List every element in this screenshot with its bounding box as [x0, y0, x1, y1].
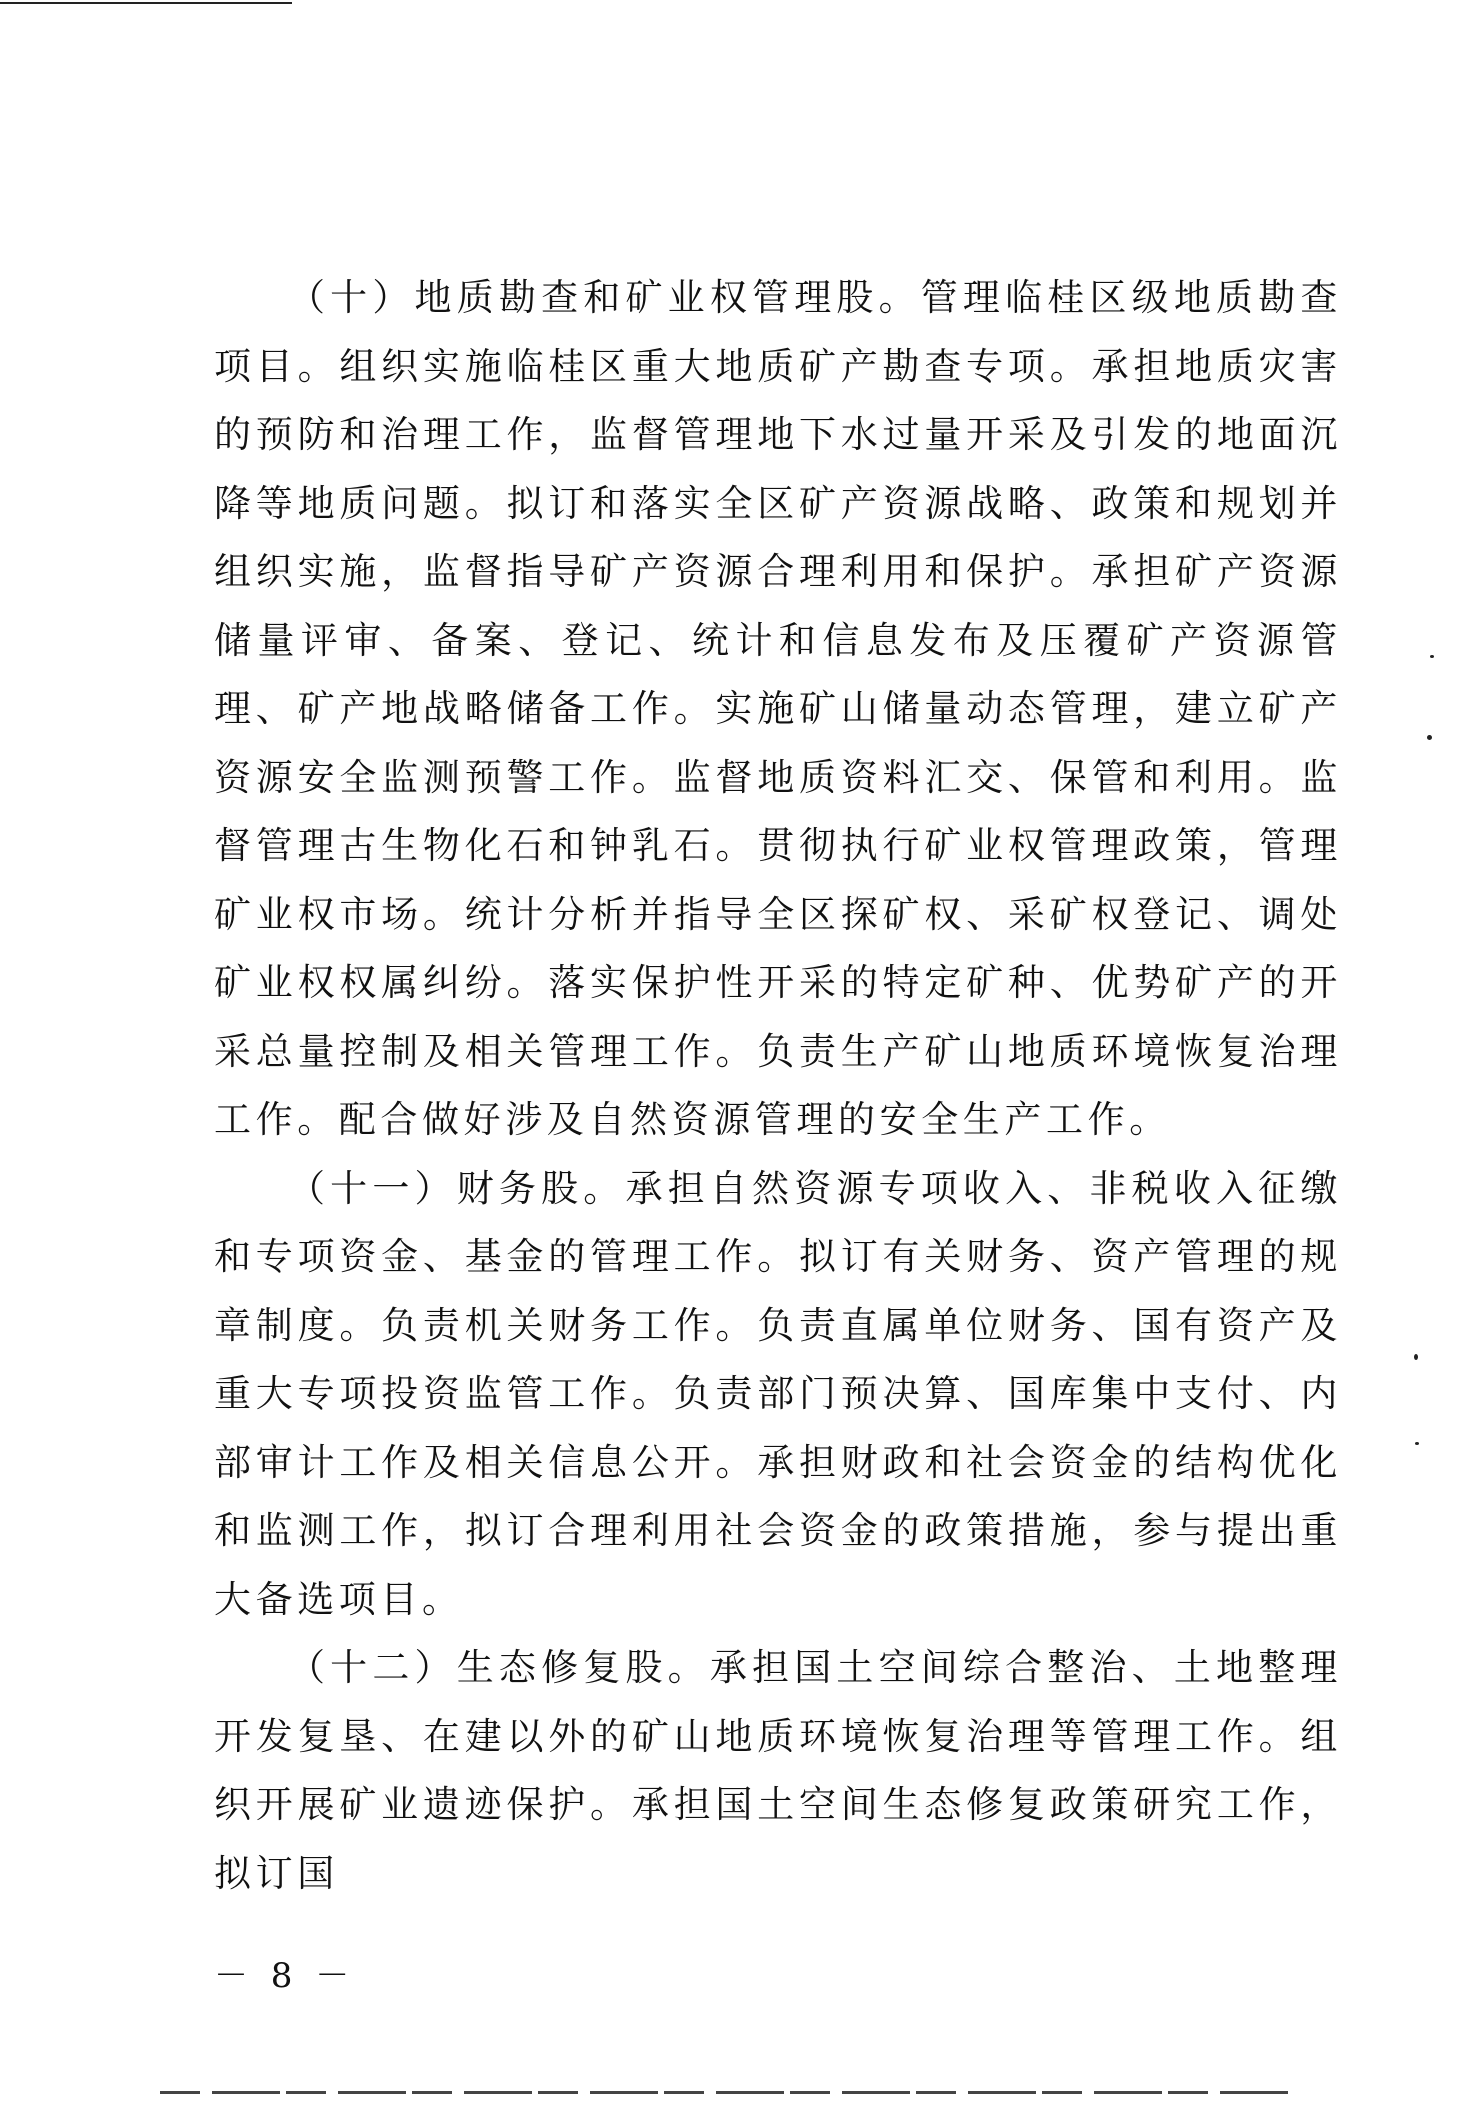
document-body — [214, 264, 1342, 1908]
scan-speck — [1427, 735, 1432, 740]
paragraph-finance-section: （十一）财务股。承担自然资源专项收入、非税收入征缴和专项资金、基金的管理工作。拟订有关财务、资产管理的规章制度。负责机关财务工作。负责直属单位财务、国有资产及重大专项投资监管工作。负责部门预决算、国库集中支付、内部审计工作及相关信息公开。承担财政和社会资金的结构优化和监测工作，拟订合理利用社会资金的政策措施，参与提出重大备选项目。 — [214, 1166, 1342, 1621]
paragraph-geological-survey-section: （十）地质勘查和矿业权管理股。管理临桂区级地质勘查项目。组织实施临桂区重大地质矿产勘查专项。承担地质灾害的预防和治理工作，监督管理地下水过量开采及引发的地面沉降等地质问题。拟订和落实全区矿产资源战略、政策和规划并组织实施，监督指导矿产资源合理利用和保护。承担矿产资源储量评审、备案、登记、统计和信息发布及压覆矿产资源管理、矿产地战略储备工作。实施矿山储量动态管理，建立矿产资源安全监测预警工作。监督地质资料汇交、保管和利用。监督管理古生物化石和钟乳石。贯彻执行矿业权管理政策，管理矿业权市场。统计分析并指导全区探矿权、采矿权登记、调处矿业权权属纠纷。落实保护性开采的特定矿种、优势矿产的开采总量控制及相关管理工作。负责生产矿山地质环境恢复治理工作。配合做好涉及自然资源管理的安全生产工作。 — [214, 276, 1342, 1141]
scan-speck — [1415, 1442, 1419, 1445]
scan-speck — [1414, 1354, 1418, 1360]
scan-artifact-top-line — [0, 2, 292, 4]
scan-speck — [1430, 655, 1434, 658]
page-number: － 8 － — [214, 1956, 356, 1996]
paragraph-ecological-restoration-section: （十二）生态修复股。承担国土空间综合整治、土地整理开发复垦、在建以外的矿山地质环境恢复治理等管理工作。组织开展矿业遗迹保护。承担国土空间生态修复政策研究工作，拟订国 — [214, 1646, 1342, 1895]
scan-artifact-bottom-line — [160, 2091, 1290, 2094]
